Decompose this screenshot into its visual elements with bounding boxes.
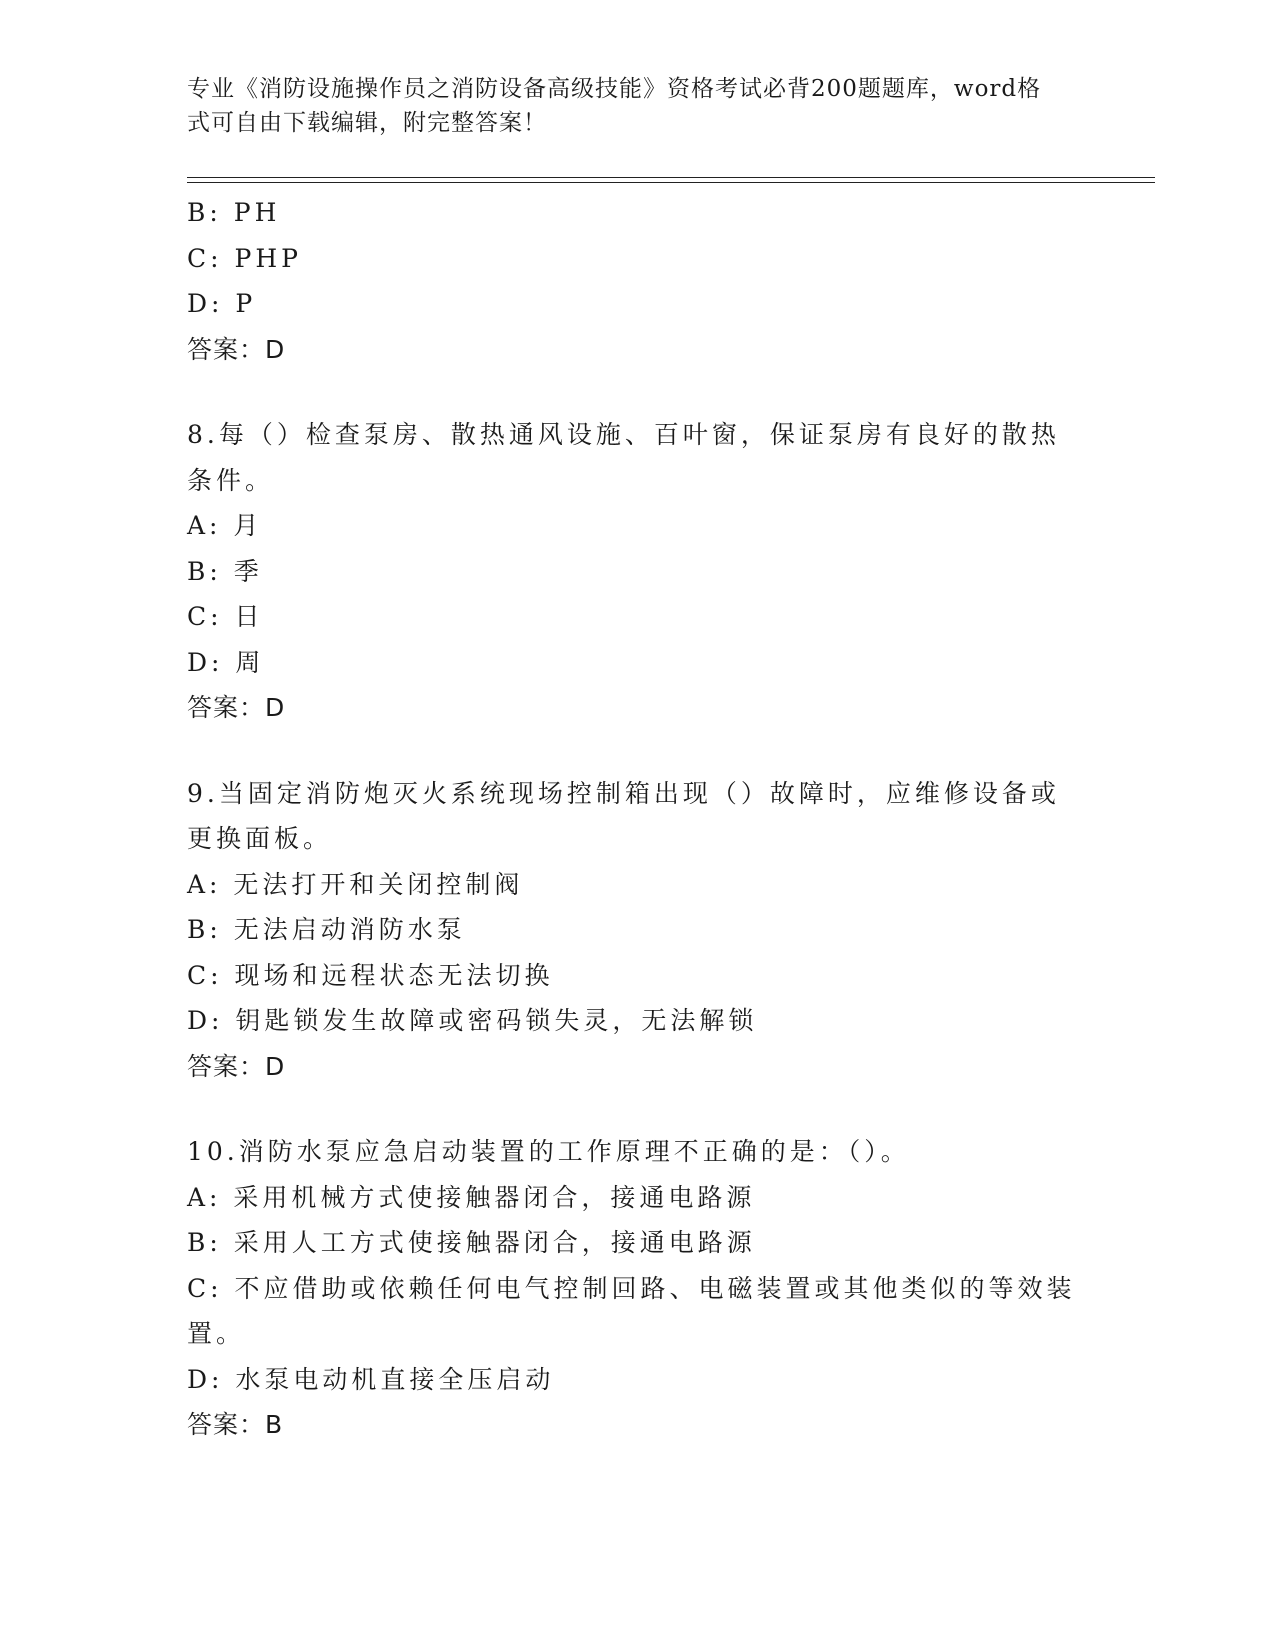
option-d: D: 钥匙锁发生故障或密码锁失灵，无法解锁: [187, 1006, 758, 1035]
option-d: D: 周: [187, 647, 265, 677]
document-header: [187, 72, 1067, 140]
option-b: B: 无法启动消防水泵: [187, 915, 466, 944]
option-c: C: 现场和远程状态无法切换: [187, 960, 554, 990]
question-9: [187, 771, 1077, 1090]
question-stem-line-1: 9.当固定消防炮灭火系统现场控制箱出现（）故障时，应维修设备或: [187, 778, 1060, 808]
header-divider-bottom: [187, 182, 1155, 183]
answer: 答案：D: [187, 693, 286, 722]
question-10: [187, 1129, 1077, 1448]
question-list: [187, 190, 1077, 1448]
answer: 答案：D: [187, 334, 286, 364]
option-b: B: 季: [187, 556, 263, 586]
question-stem-line-2: 更换面板。: [187, 824, 333, 853]
option-c: C: 日: [187, 602, 264, 631]
option-d: D: P: [187, 289, 257, 318]
option-c-line-1: C: 不应借助或依赖任何电气控制回路、电磁装置或其他类似的等效装: [187, 1273, 1076, 1303]
option-c: C: PHP: [187, 243, 302, 273]
option-a: A: 采用机械方式使接触器闭合，接通电路源: [187, 1182, 756, 1212]
option-b: B: PH: [187, 198, 281, 227]
question-stem-line-1: 8.每（）检查泵房、散热通风设施、百叶窗，保证泵房有良好的散热: [187, 420, 1060, 449]
question-stem-line-2: 条件。: [187, 465, 275, 495]
option-a: A: 月: [187, 511, 263, 540]
header-line-1: 专业《消防设施操作员之消防设备高级技能》资格考试必背200题题库，word格: [187, 76, 1042, 102]
header-line-2: 式可自由下载编辑，附完整答案！: [187, 110, 547, 136]
question-spacer: [187, 372, 1077, 412]
question-7: [187, 190, 1077, 372]
answer: 答案：B: [187, 1410, 284, 1439]
option-b: B: 采用人工方式使接触器闭合，接通电路源: [187, 1228, 756, 1257]
question-8: [187, 412, 1077, 731]
question-spacer: [187, 731, 1077, 771]
header-divider-top: [187, 177, 1155, 178]
option-a: A: 无法打开和关闭控制阀: [187, 869, 524, 899]
option-c-line-2: 置。: [187, 1319, 246, 1348]
question-spacer: [187, 1089, 1077, 1129]
question-stem-line-1: 10.消防水泵应急启动装置的工作原理不正确的是：（）。: [187, 1137, 910, 1166]
answer: 答案：D: [187, 1051, 286, 1081]
option-d: D: 水泵电动机直接全压启动: [187, 1364, 555, 1394]
